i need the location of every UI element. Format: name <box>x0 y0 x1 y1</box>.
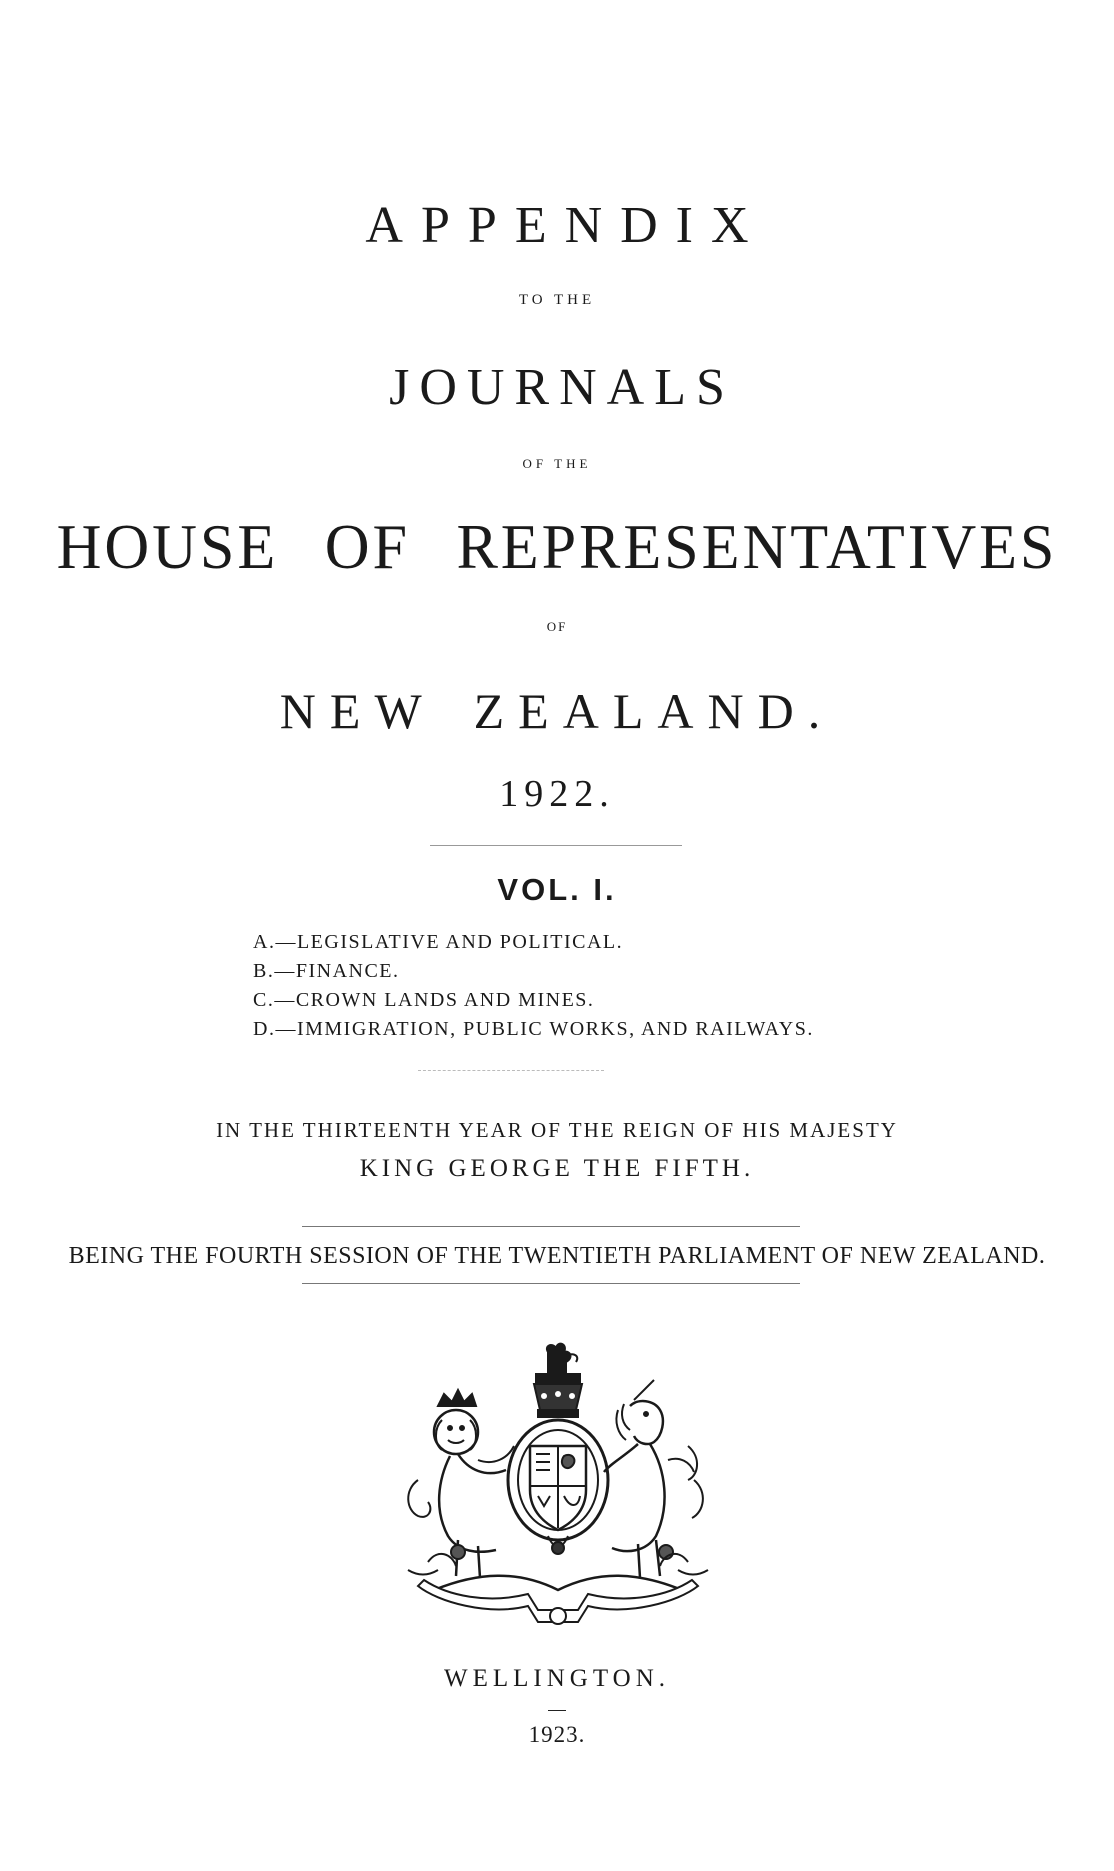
contents-item: A.—LEGISLATIVE AND POLITICAL. <box>253 931 624 953</box>
divider-rule <box>302 1226 800 1227</box>
house-word: HOUSE <box>56 511 279 582</box>
new-word: NEW <box>279 683 436 739</box>
contents-item: D.—IMMIGRATION, PUBLIC WORKS, AND RAILWAYS. <box>253 1018 814 1040</box>
of-word: OF <box>324 511 410 582</box>
place-of-publication: WELLINGTON. <box>443 1665 671 1692</box>
of-text: OF <box>546 619 568 634</box>
divider-rule <box>548 1710 566 1711</box>
volume-contents-list <box>253 928 814 1044</box>
journals-heading: JOURNALS <box>389 359 735 416</box>
representatives-word: REPRESENTATIVES <box>456 511 1058 582</box>
zealand-word: ZEALAND. <box>473 683 835 739</box>
royal-coat-of-arms <box>398 1340 718 1626</box>
appendix-heading: APPENDIX <box>365 197 767 254</box>
contents-item: B.—FINANCE. <box>253 960 400 982</box>
session-text: BEING THE FOURTH SESSION OF THE TWENTIETH PARLIAMENT OF NEW ZEALAND. <box>68 1243 1046 1269</box>
divider-rule <box>430 845 682 846</box>
king-text: KING GEORGE THE FIFTH. <box>359 1155 755 1182</box>
divider-rule <box>418 1070 604 1071</box>
divider-rule <box>302 1283 800 1284</box>
house-of-representatives-heading <box>17 510 1098 584</box>
publication-year: 1923. <box>528 1722 586 1747</box>
volume-heading: VOL. I. <box>497 872 617 907</box>
reign-text: IN THE THIRTEENTH YEAR OF THE REIGN OF HIS MAJESTY <box>216 1118 898 1142</box>
motto-scroll-icon <box>418 1580 698 1624</box>
contents-item: C.—CROWN LANDS AND MINES. <box>253 989 595 1011</box>
shield-icon <box>508 1420 608 1554</box>
to-the-text: TO THE <box>518 292 596 308</box>
session-year: 1922. <box>499 773 615 815</box>
unicorn-supporter-icon <box>604 1380 703 1578</box>
of-the-text: OF THE <box>522 456 592 471</box>
crest-icon <box>534 1344 582 1417</box>
new-zealand-heading <box>0 682 1114 740</box>
